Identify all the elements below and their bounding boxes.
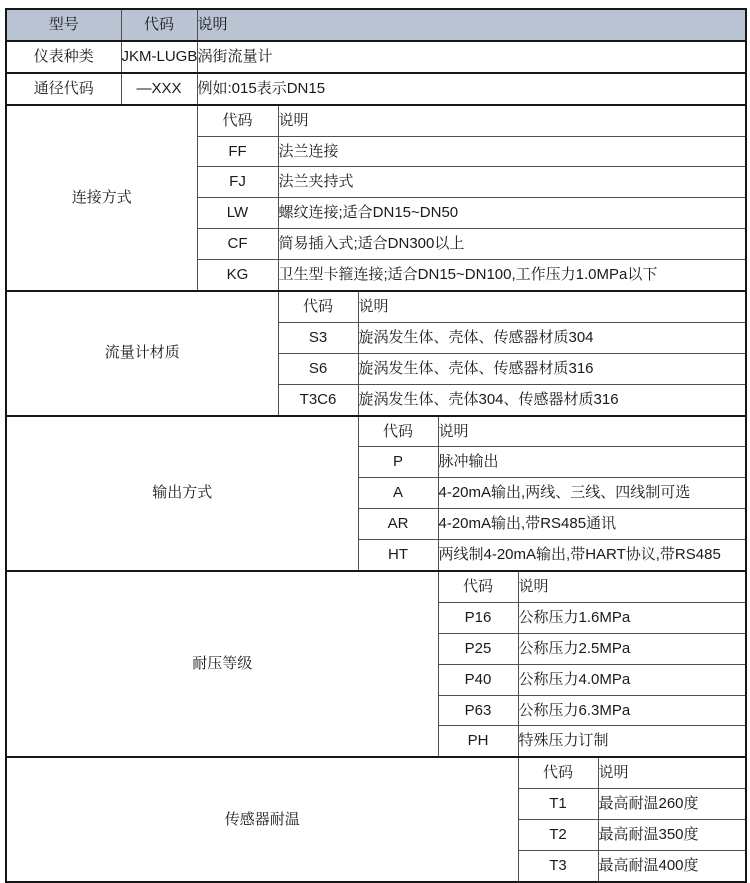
table-header-row	[6, 9, 746, 41]
row-code: —XXX	[121, 73, 197, 105]
sub-header-code: 代码	[438, 571, 518, 602]
section-header-row	[6, 757, 746, 788]
section-label-temperature: 传感器耐温	[6, 757, 518, 882]
option-code: LW	[197, 198, 278, 229]
row-code: JKM-LUGB	[121, 41, 197, 73]
option-desc: 公称压力2.5MPa	[518, 633, 746, 664]
page	[0, 8, 750, 874]
option-desc: 公称压力6.3MPa	[518, 695, 746, 726]
section-label-material: 流量计材质	[6, 291, 278, 416]
option-code: T3C6	[278, 384, 358, 415]
sub-header-desc: 说明	[278, 105, 746, 136]
row-desc: 例如:015表示DN15	[197, 73, 746, 105]
section-header-row	[6, 571, 746, 602]
sub-header-code: 代码	[197, 105, 278, 136]
option-desc: 卫生型卡箍连接;适合DN15~DN100,工作压力1.0MPa以下	[278, 260, 746, 291]
option-desc: 简易插入式;适合DN300以上	[278, 229, 746, 260]
option-desc: 脉冲输出	[438, 447, 746, 478]
sub-header-code: 代码	[358, 416, 438, 447]
option-desc: 公称压力4.0MPa	[518, 664, 746, 695]
option-code: CF	[197, 229, 278, 260]
option-code: P63	[438, 695, 518, 726]
product-selection-table	[5, 8, 747, 883]
sub-header-desc: 说明	[598, 757, 746, 788]
table-row	[6, 41, 746, 73]
option-code: S3	[278, 322, 358, 353]
option-desc: 特殊压力订制	[518, 726, 746, 757]
option-desc: 旋涡发生体、壳体、传感器材质316	[358, 353, 746, 384]
option-code: PH	[438, 726, 518, 757]
option-code: P40	[438, 664, 518, 695]
option-desc: 最高耐温260度	[598, 789, 746, 820]
sub-header-code: 代码	[278, 291, 358, 322]
header-model: 型号	[6, 9, 121, 41]
option-desc: 旋涡发生体、壳体304、传感器材质316	[358, 384, 746, 415]
header-desc: 说明	[197, 9, 746, 41]
option-desc: 法兰夹持式	[278, 167, 746, 198]
option-code: KG	[197, 260, 278, 291]
option-desc: 公称压力1.6MPa	[518, 602, 746, 633]
option-code: T3	[518, 851, 598, 882]
option-desc: 两线制4-20mA输出,带HART协议,带RS485	[438, 540, 746, 571]
option-code: FJ	[197, 167, 278, 198]
table-row	[6, 73, 746, 105]
option-code: T2	[518, 820, 598, 851]
option-desc: 4-20mA输出,带RS485通讯	[438, 509, 746, 540]
section-label-pressure: 耐压等级	[6, 571, 438, 757]
option-code: S6	[278, 353, 358, 384]
option-code: P25	[438, 633, 518, 664]
option-code: T1	[518, 789, 598, 820]
option-code: P16	[438, 602, 518, 633]
row-label: 通径代码	[6, 73, 121, 105]
option-code: FF	[197, 136, 278, 167]
option-desc: 4-20mA输出,两线、三线、四线制可选	[438, 478, 746, 509]
option-desc: 法兰连接	[278, 136, 746, 167]
option-desc: 最高耐温350度	[598, 820, 746, 851]
sub-header-desc: 说明	[438, 416, 746, 447]
sub-header-desc: 说明	[518, 571, 746, 602]
section-header-row	[6, 105, 746, 136]
row-label: 仪表种类	[6, 41, 121, 73]
section-label-output: 输出方式	[6, 416, 358, 571]
option-desc: 最高耐温400度	[598, 851, 746, 882]
row-desc: 涡街流量计	[197, 41, 746, 73]
section-header-row	[6, 416, 746, 447]
header-code: 代码	[121, 9, 197, 41]
option-desc: 旋涡发生体、壳体、传感器材质304	[358, 322, 746, 353]
option-code: AR	[358, 509, 438, 540]
option-desc: 螺纹连接;适合DN15~DN50	[278, 198, 746, 229]
sub-header-desc: 说明	[358, 291, 746, 322]
section-label-connection: 连接方式	[6, 105, 197, 291]
sub-header-code: 代码	[518, 757, 598, 788]
section-header-row	[6, 291, 746, 322]
option-code: P	[358, 447, 438, 478]
option-code: A	[358, 478, 438, 509]
option-code: HT	[358, 540, 438, 571]
